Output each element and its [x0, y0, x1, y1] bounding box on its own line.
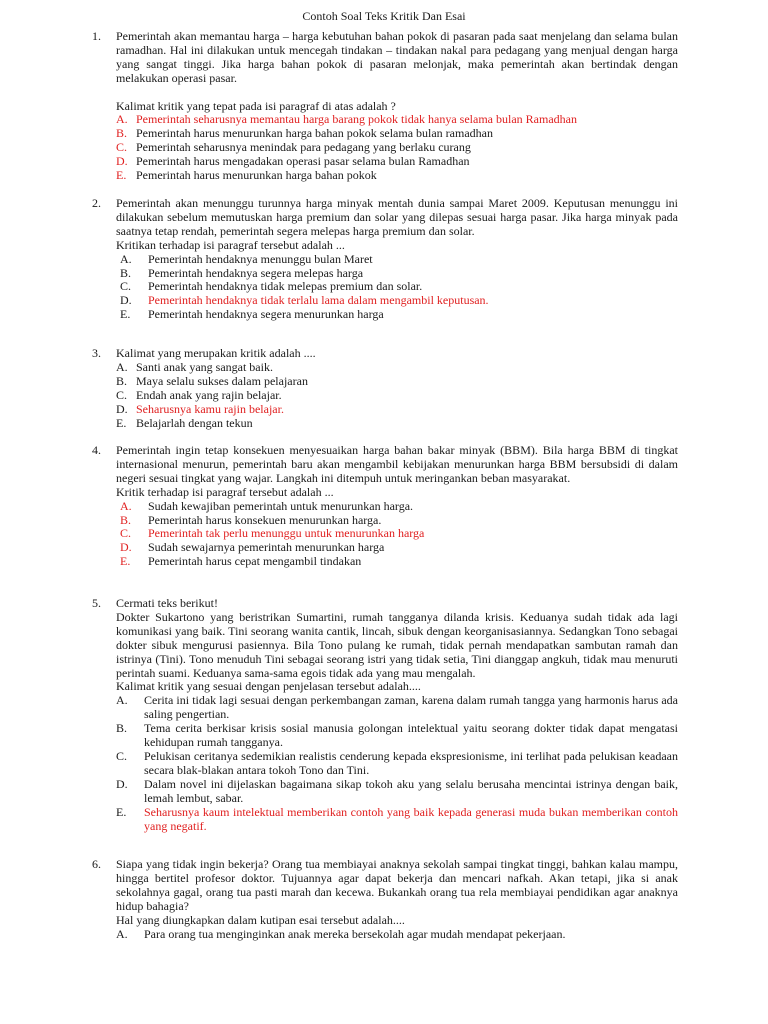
question-paragraph: Pemerintah akan menunggu turunnya harga minyak mentah dunia sampai Maret 2009. Keputusan menunggu ini dilakukan sebelum memutuskan harga premium dan solar yang dilepas sesuai harga pasar. Jika harga minyak pada saatnya tetap rendah, pemerintah segera melepas harga premium dan solar.	[116, 196, 678, 238]
option-list	[116, 694, 678, 833]
option-text: Pemerintah seharusnya menindak para pedagang yang berlaku curang	[136, 140, 471, 155]
option-letter: C.	[116, 140, 128, 155]
option-letter: B.	[120, 265, 132, 280]
question-number: 3.	[92, 346, 101, 360]
option-d	[116, 403, 678, 417]
option-text: Pemerintah hendaknya menunggu bulan Maret	[148, 251, 373, 266]
option-c	[116, 389, 678, 403]
option-text: Pemerintah hendaknya tidak melepas premium dan solar.	[148, 279, 423, 294]
option-list	[116, 361, 678, 431]
option-text: Pemerintah harus menurunkan harga bahan pokok	[136, 168, 377, 183]
option-letter: B.	[116, 373, 128, 388]
option-text: Pemerintah tak perlu menunggu untuk menurunkan harga	[148, 526, 425, 541]
option-letter: B.	[116, 721, 128, 736]
option-d	[120, 541, 678, 555]
option-a	[120, 500, 678, 514]
option-letter: E.	[116, 168, 127, 183]
option-a	[116, 928, 678, 942]
option-b	[116, 722, 678, 750]
question-6	[92, 858, 678, 941]
option-text: Dalam novel ini dijelaskan bagaimana sikap tokoh aku yang selalu berusaha mencintai istrinya dengan baik, lemah lembut, sabar.	[144, 776, 678, 805]
option-text: Sudah sewajarnya pemerintah menurunkan harga	[148, 540, 385, 555]
option-a	[116, 361, 678, 375]
option-letter: C.	[116, 748, 128, 763]
question-number: 6.	[92, 857, 101, 871]
option-letter: B.	[116, 126, 128, 141]
question-prompt: Kalimat kritik yang tepat pada isi paragraf di atas adalah ?	[116, 98, 396, 113]
option-letter: C.	[116, 387, 128, 402]
option-text: Seharusnya kamu rajin belajar.	[136, 401, 284, 416]
option-e	[116, 169, 678, 183]
option-e	[120, 555, 678, 569]
option-text: Maya selalu sukses dalam pelajaran	[136, 373, 308, 388]
option-d	[120, 294, 678, 308]
question-number: 1.	[92, 29, 101, 43]
option-text: Pemerintah hendaknya segera menurunkan harga	[148, 307, 384, 322]
option-text: Pemerintah seharusnya memantau harga barang pokok tidak hanya selama bulan Ramadhan	[136, 112, 577, 127]
option-c	[116, 750, 678, 778]
option-e	[116, 806, 678, 834]
option-list	[116, 253, 678, 323]
option-letter: D.	[120, 540, 132, 555]
question-number: 2.	[92, 196, 101, 210]
option-b	[116, 375, 678, 389]
question-prompt: Kalimat kritik yang sesuai dengan penjelasan tersebut adalah....	[116, 679, 421, 694]
option-letter: A.	[120, 251, 132, 266]
option-e	[116, 417, 678, 431]
option-letter: E.	[116, 415, 127, 430]
question-3	[92, 347, 678, 430]
option-text: Pemerintah harus menurunkan harga bahan pokok selama bulan ramadhan	[136, 126, 493, 141]
option-letter: C.	[120, 279, 132, 294]
option-text: Pelukisan ceritanya sedemikian realistis cenderung kepada ekspresionisme, ini terlihat pada pelukisan keadaan secara blak-blakan antara tokoh Tono dan Tini.	[144, 748, 678, 777]
option-text: Pemerintah harus cepat mengambil tindakan	[148, 554, 362, 569]
option-text: Seharusnya kaum intelektual memberikan contoh yang baik kepada generasi muda bukan memberikan contoh yang negatif.	[144, 804, 678, 833]
question-paragraph: Pemerintah akan memantau harga – harga kebutuhan bahan pokok di pasaran pada saat menjelang dan selama bulan ramadhan. Hal ini dilakukan untuk mencegah tindakan – tindakan nakal para pedagang yang menjual dengan harga yang sangat tinggi. Jika harga bahan pokok di pasaran melonjak, maka pemerintah akan bertindak dengan melakukan operasi pasar.	[116, 29, 678, 85]
option-letter: E.	[116, 804, 127, 819]
option-list	[116, 500, 678, 570]
document-title: Contoh Soal Teks Kritik Dan Esai	[302, 9, 466, 23]
option-e	[120, 308, 678, 322]
option-a	[116, 113, 678, 127]
option-letter: E.	[120, 307, 131, 322]
question-1	[92, 30, 678, 183]
option-letter: B.	[120, 512, 132, 527]
question-number: 5.	[92, 596, 101, 610]
option-letter: A.	[120, 498, 132, 513]
question-prompt: Kritikan terhadap isi paragraf tersebut adalah ...	[116, 237, 345, 252]
option-letter: A.	[116, 693, 128, 708]
option-letter: D.	[116, 154, 128, 169]
question-paragraph: Pemerintah ingin tetap konsekuen menyesuaikan harga bahan bakar minyak (BBM). Bila harga BBM di tingkat internasional menurun, pemerintah baru akan mengambil kebijakan menurunkan harga BBM bersubsidi di dalam negeri sesuai tingkat yang wajar. Langkah ini ditempuh untuk meringankan beban masyarakat.	[116, 443, 678, 485]
option-letter: A.	[116, 112, 128, 127]
question-2	[92, 197, 678, 322]
option-letter: E.	[120, 554, 131, 569]
option-text: Cerita ini tidak lagi sesuai dengan perkembangan zaman, karena dalam rumah tangga yang harmonis harus ada saling pengertian.	[144, 693, 678, 722]
option-letter: A.	[116, 926, 128, 941]
option-b	[116, 127, 678, 141]
option-a	[116, 694, 678, 722]
option-d	[116, 778, 678, 806]
question-paragraph: Dokter Sukartono yang beristrikan Sumartini, rumah tangganya dilanda krisis. Keduanya sudah tidak ada lagi komunikasi yang baik. Tini seorang wanita cantik, lincah, sibuk dengan keorganisasiannya. Sedangkan Tono sebagai dokter sibuk mengurusi pasiennya. Bila Tono pulang ke rumah, tidak pernah mendapatkan sambutan ramah dan istrinya (Tini). Tono menuduh Tini sebagai seorang istri yang tidak setia, Tini dianggap angkuh, tidak mau menuruti perintah suami. Keduanya sama-sama egois tidak ada yang mau mengalah.	[116, 609, 678, 680]
option-c	[120, 280, 678, 294]
question-prompt: Hal yang diungkapkan dalam kutipan esai tersebut adalah....	[116, 912, 405, 927]
option-d	[116, 155, 678, 169]
question-prompt: Kritik terhadap isi paragraf tersebut adalah ...	[116, 484, 334, 499]
option-letter: D.	[116, 401, 128, 416]
question-number: 4.	[92, 443, 101, 457]
question-4	[92, 444, 678, 569]
option-letter: C.	[120, 526, 132, 541]
option-list	[116, 113, 678, 183]
question-prompt: Kalimat yang merupakan kritik adalah ....	[116, 346, 316, 360]
option-c	[120, 527, 678, 541]
option-list	[116, 928, 678, 942]
option-text: Pemerintah harus konsekuen menurunkan harga.	[148, 512, 382, 527]
option-b	[120, 514, 678, 528]
option-text: Pemerintah hendaknya segera melepas harga	[148, 265, 364, 280]
option-a	[120, 253, 678, 267]
question-paragraph: Siapa yang tidak ingin bekerja? Orang tua membiayai anaknya sekolah sampai tingkat tinggi, bahkan kalau mampu, hingga bertitel profesor doktor. Tujuannya agar dapat bekerja dan mencari nafkah. Akan tetapi, jika si anak sekolahnya gagal, orang tua pasti marah dan kecewa. Bukankah orang tua rela membiayai pendidikan agar anaknya hidup bahagia?	[116, 857, 678, 913]
option-text: Endah anak yang rajin belajar.	[136, 387, 282, 402]
option-text: Para orang tua menginginkan anak mereka bersekolah agar mudah mendapat pekerjaan.	[144, 926, 566, 941]
option-letter: A.	[116, 359, 128, 374]
question-intro: Cermati teks berikut!	[116, 596, 218, 610]
option-text: Santi anak yang sangat baik.	[136, 359, 273, 374]
option-text: Pemerintah hendaknya tidak terlalu lama dalam mengambil keputusan.	[148, 293, 489, 308]
option-text: Pemerintah harus mengadakan operasi pasar selama bulan Ramadhan	[136, 154, 470, 169]
option-b	[120, 267, 678, 281]
question-5	[92, 597, 678, 833]
option-text: Tema cerita berkisar krisis sosial manusia golongan intelektual yaitu seorang dokter tidak dapat mengatasi kehidupan rumah tangganya.	[144, 721, 678, 750]
option-text: Belajarlah dengan tekun	[136, 415, 253, 430]
option-c	[116, 141, 678, 155]
option-text: Sudah kewajiban pemerintah untuk menurunkan harga.	[148, 498, 414, 513]
option-letter: D.	[116, 776, 128, 791]
option-letter: D.	[120, 293, 132, 308]
